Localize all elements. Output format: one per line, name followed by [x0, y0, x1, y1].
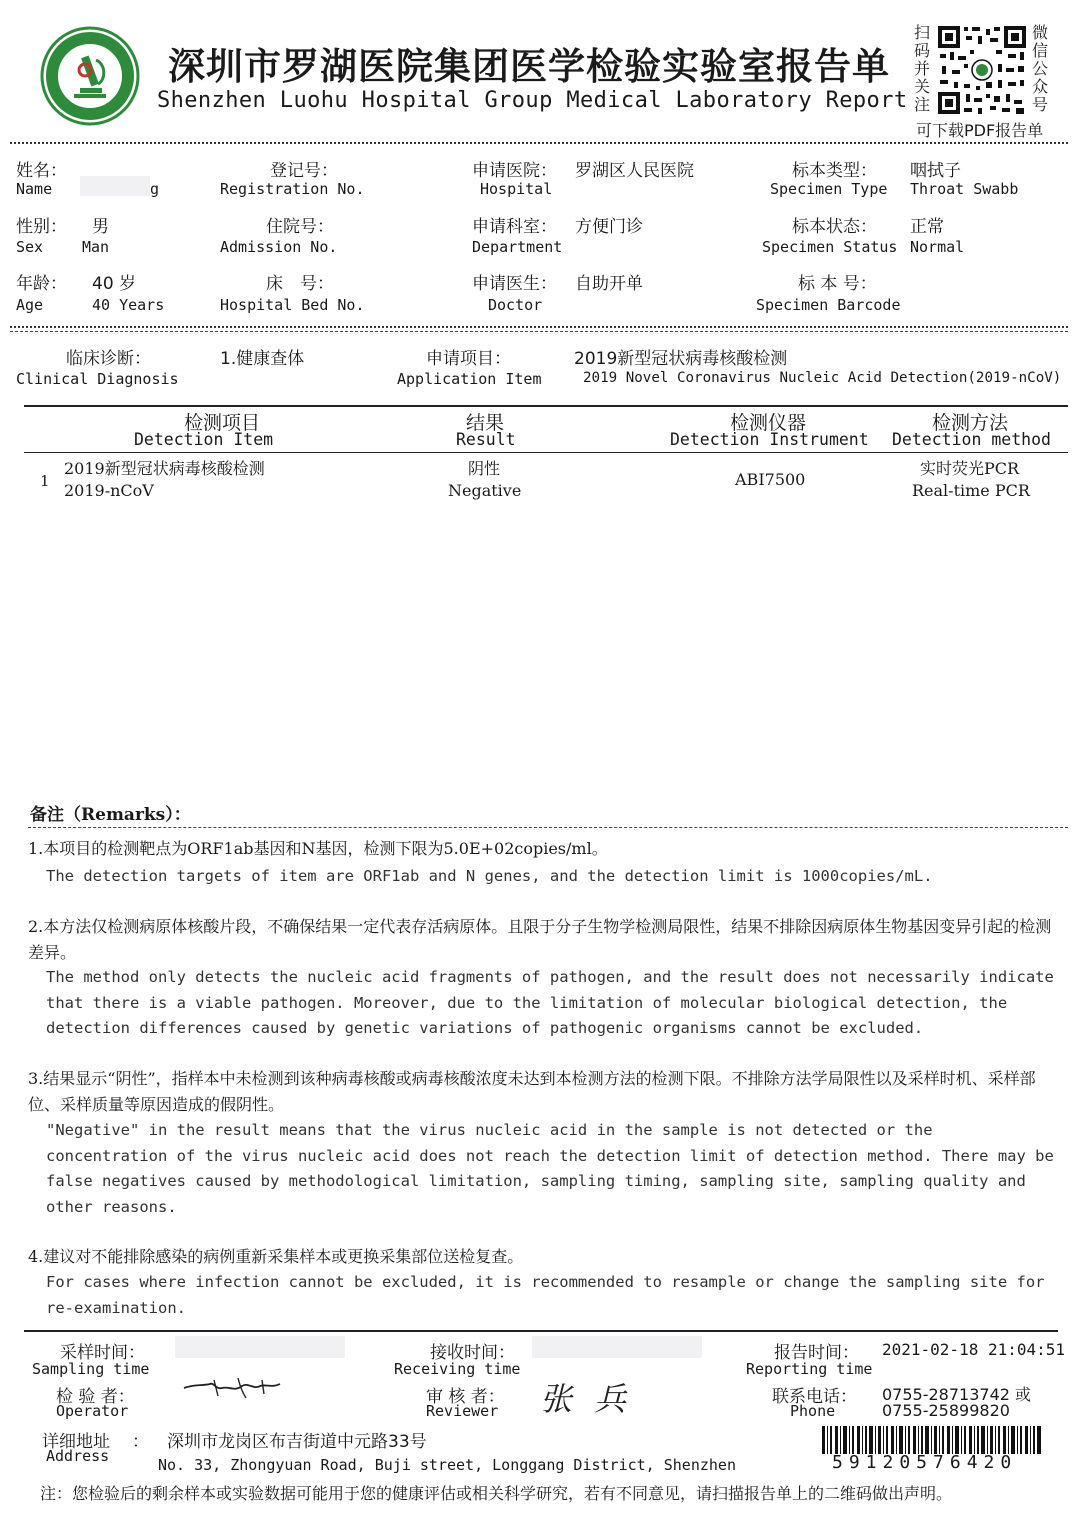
- specimen-type-label-en: Specimen Type: [770, 180, 888, 198]
- age-value-cn: 40 岁: [92, 274, 137, 294]
- operator-label-en: Operator: [56, 1402, 129, 1420]
- diagnosis-label-cn: 临床诊断：: [66, 349, 151, 369]
- specimen-type-value-cn: 咽拭子: [910, 161, 961, 181]
- receiving-time-label-en: Receiving time: [394, 1360, 521, 1378]
- admission-label-cn: 住院号：: [266, 217, 334, 237]
- reporting-time-label-cn: 报告时间：: [774, 1343, 859, 1363]
- sampling-time-label-en: Sampling time: [32, 1360, 150, 1378]
- application-item-label-en: Application Item: [397, 370, 542, 388]
- report-title-en: Shenzhen Luohu Hospital Group Medical Laboratory Report: [157, 88, 908, 113]
- reg-label-en: Registration No.: [220, 180, 365, 198]
- row-item-cn: 2019新型冠状病毒核酸检测: [64, 459, 265, 478]
- application-item-value-cn: 2019新型冠状病毒核酸检测: [574, 349, 788, 369]
- qr-left-text: 扫码并关注: [914, 23, 931, 114]
- remark-2-cn: 2.本方法仅检测病原体核酸片段，不确保结果一定代表存活病原体。且限于分子生物学检测局限性，结果不排除因病原体生物基因变异引起的检测差异。: [28, 917, 1052, 962]
- row-index: 1: [40, 472, 50, 490]
- table-header-item-cn: 检测项目: [184, 412, 261, 434]
- reporting-time-value: 2021-02-18 21:04:51: [882, 1340, 1066, 1359]
- hospital-label-cn: 申请医院：: [472, 161, 557, 181]
- specimen-status-value-cn: 正常: [910, 217, 944, 237]
- table-header-result-en: Result: [456, 430, 516, 449]
- address-colon: ：: [132, 1432, 149, 1452]
- specimen-type-value-en: Throat Swabb: [910, 180, 1019, 198]
- address-label-cn: 详细地址: [42, 1432, 110, 1452]
- footer-top-border: [24, 1330, 1058, 1332]
- bed-label-en: Hospital Bed No.: [220, 296, 365, 314]
- name-value-redacted: [80, 176, 150, 196]
- header-divider: [10, 142, 1068, 144]
- reporting-time-label-en: Reporting time: [746, 1360, 873, 1378]
- remarks-title: 备注（Remarks）：: [30, 805, 191, 825]
- table-header-instrument-cn: 检测仪器: [730, 412, 807, 434]
- row-result-cn: 阴性: [468, 459, 501, 478]
- row-instrument: ABI7500: [735, 470, 806, 489]
- sampling-time-label-cn: 采样时间：: [60, 1343, 145, 1363]
- patient-divider: [10, 326, 1068, 328]
- receiving-time-redacted: [532, 1336, 702, 1358]
- row-method-cn: 实时荧光PCR: [920, 459, 1020, 478]
- sex-value-en: Man: [82, 238, 110, 256]
- table-header-item-en: Detection Item: [134, 430, 274, 449]
- row-method-en: Real-time PCR: [912, 481, 1030, 500]
- table-header-result-cn: 结果: [466, 412, 505, 434]
- specimen-status-value-en: Normal: [910, 238, 965, 256]
- name-label-cn: 姓名：: [16, 161, 67, 181]
- name-value-tail: g: [150, 180, 160, 198]
- operator-label-cn: 检 验 者：: [56, 1387, 135, 1407]
- department-value: 方便门诊: [575, 217, 643, 237]
- doctor-label-en: Doctor: [488, 296, 543, 314]
- age-label-cn: 年龄：: [16, 274, 67, 294]
- doctor-value: 自助开单: [575, 274, 643, 294]
- row-result-en: Negative: [448, 481, 522, 500]
- remark-1-en: The detection targets of item are ORF1ab and N genes, and the detection limit is 1000copies/mL.: [46, 867, 933, 885]
- table-header-method-cn: 检测方法: [932, 412, 1009, 434]
- qr-right-text: 微信公众号: [1032, 23, 1049, 114]
- sampling-time-redacted: [175, 1336, 345, 1358]
- specimen-type-label-cn: 标本类型：: [792, 161, 877, 181]
- table-header-border: [24, 452, 1068, 453]
- phone-label-en: Phone: [790, 1402, 836, 1420]
- barcode-label-cn: 标 本 号：: [798, 274, 877, 294]
- hospital-label-en: Hospital: [480, 180, 553, 198]
- remarks-divider: [28, 827, 1068, 828]
- name-label-en: Name: [16, 180, 53, 198]
- application-item-label-cn: 申请项目：: [426, 349, 511, 369]
- report-title-cn: 深圳市罗湖医院集团医学检验实验室报告单: [168, 45, 890, 88]
- sex-label-cn: 性别：: [16, 217, 67, 237]
- age-label-en: Age: [16, 296, 44, 314]
- phone-value-2: 0755-25899820: [882, 1401, 1010, 1420]
- reg-label-cn: 登记号：: [270, 161, 338, 181]
- diagnosis-value: 1.健康查体: [220, 349, 305, 369]
- specimen-status-label-cn: 标本状态：: [792, 217, 877, 237]
- patient-divider-2: [10, 331, 1068, 332]
- reviewer-label-en: Reviewer: [426, 1402, 499, 1420]
- specimen-barcode: [822, 1426, 1042, 1454]
- barcode-number: 59120576420: [832, 1452, 1018, 1473]
- row-item-en: 2019-nCoV: [64, 481, 154, 500]
- sex-value-cn: 男: [92, 217, 109, 237]
- phone-value-1: 0755-28713742 或: [882, 1385, 1032, 1404]
- remark-3-cn: 3.结果显示“阴性”，指样本中未检测到该种病毒核酸或病毒核酸浓度未达到本检测方法的检测下限。不排除方法学局限性以及采样时机、采样部位、采样质量等原因造成的假阴性。: [28, 1069, 1036, 1114]
- remark-3-en: "Negative" in the result means that the virus nucleic acid in the sample is not detected or the concentration of the virus nucleic acid does not reach the detection limit of detection method. There may be false negatives caused by methodological limitation, sampling timing, sampling site, sampling quality and other reasons.: [46, 1121, 1054, 1216]
- age-value-en: 40 Years: [92, 296, 165, 314]
- hospital-logo: [40, 26, 140, 126]
- table-header-method-en: Detection method: [892, 430, 1051, 449]
- reviewer-signature: 张兵: [540, 1380, 649, 1418]
- remark-1-cn: 1.本项目的检测靶点为ORF1ab基因和N基因，检测下限为5.0E+02copies/ml。: [28, 839, 608, 858]
- qr-caption: 可下载PDF报告单: [916, 121, 1044, 140]
- department-label-en: Department: [472, 238, 563, 256]
- bed-label-cn: 床 号：: [266, 274, 334, 294]
- phone-label-cn: 联系电话：: [772, 1387, 857, 1407]
- remark-4-en: For cases where infection cannot be excluded, it is recommended to resample or change the sampling site for re-examination.: [46, 1273, 1045, 1317]
- barcode-label-en: Specimen Barcode: [756, 296, 901, 314]
- diagnosis-label-en: Clinical Diagnosis: [16, 370, 179, 388]
- specimen-status-label-en: Specimen Status: [762, 238, 898, 256]
- hospital-value: 罗湖区人民医院: [575, 161, 694, 181]
- table-header-instrument-en: Detection Instrument: [670, 430, 869, 449]
- admission-label-en: Admission No.: [220, 238, 338, 256]
- address-value-en: No. 33, Zhongyuan Road, Buji street, Longgang District, Shenzhen: [158, 1456, 736, 1474]
- sex-label-en: Sex: [16, 238, 44, 256]
- remark-4-cn: 4.建议对不能排除感染的病例重新采集样本或更换采集部位送检复查。: [28, 1247, 524, 1266]
- reviewer-label-cn: 审 核 者：: [426, 1387, 505, 1407]
- address-value-cn: 深圳市龙岗区布吉街道中元路33号: [167, 1432, 427, 1452]
- table-top-border: [24, 405, 1068, 407]
- remark-2-en: The method only detects the nucleic acid fragments of pathogen, and the result does not necessarily indicate that there is a viable pathogen. Moreover, due to the limitation of molecular biological detection, the detection differences caused by genetic variations of pathogenic organisms cannot be excluded.: [46, 968, 1054, 1037]
- qr-code[interactable]: [936, 24, 1028, 116]
- application-item-value-en: 2019 Novel Coronavirus Nucleic Acid Detection(2019-nCoV): [583, 370, 1062, 386]
- doctor-label-cn: 申请医生：: [472, 274, 557, 294]
- operator-signature: [180, 1374, 284, 1404]
- department-label-cn: 申请科室：: [472, 217, 557, 237]
- address-label-en: Address: [46, 1447, 110, 1465]
- footer-note: 注：您检验后的剩余样本或实验数据可能用于您的健康评估或相关科学研究，若有不同意见，请扫描报告单上的二维码做出声明。: [40, 1484, 953, 1503]
- receiving-time-label-cn: 接收时间：: [430, 1343, 515, 1363]
